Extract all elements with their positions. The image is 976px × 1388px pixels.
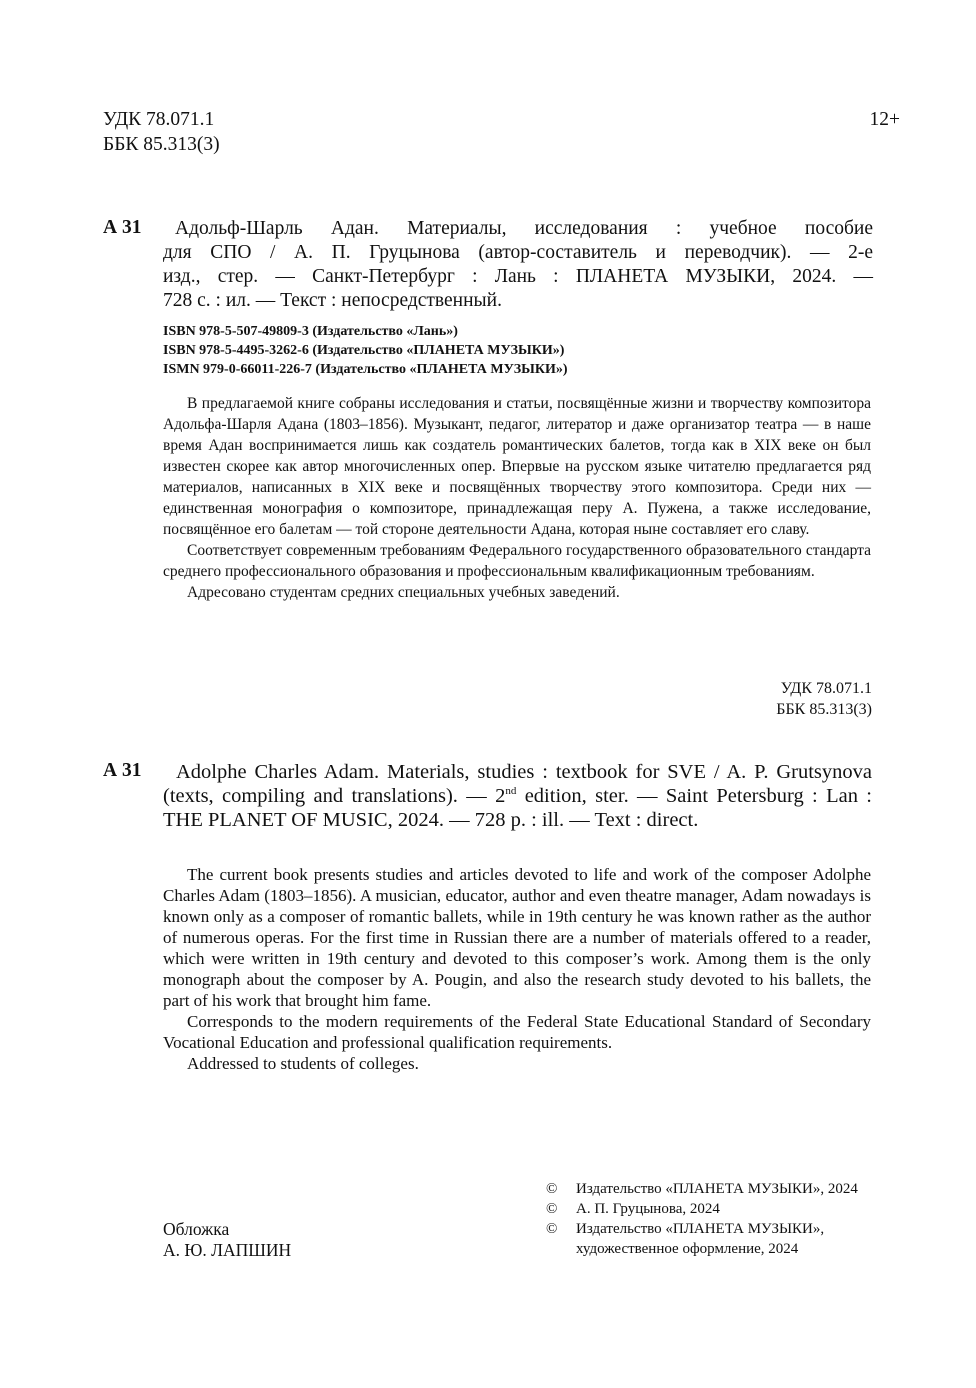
copyright-text: Издательство «ПЛАНЕТА МУЗЫКИ», 2024	[576, 1181, 858, 1197]
en-annotation-paragraph: Corresponds to the modern requirements of the Federal State Educational Standard of Secondary Vocational Education and professional qualification requirements.	[163, 1012, 871, 1052]
ru-udk: УДК 78.071.1	[780, 680, 872, 697]
cover-label: Обложка	[163, 1219, 230, 1239]
header-bbk: ББК 85.313(3)	[103, 134, 220, 155]
ru-citation-line: изд., стер. — Санкт-Петербург : Лань : ПЛАНЕТА МУЗЫКИ, 2024. —	[163, 266, 873, 287]
copyright-icon: ©	[546, 1201, 558, 1217]
en-annotation-paragraph: Addressed to students of colleges.	[187, 1054, 419, 1073]
ru-citation-line: для СПО / А. П. Груцынова (автор-составитель и переводчик). — 2-е	[163, 242, 873, 263]
copyright-icon: ©	[546, 1181, 558, 1197]
copyright-icon: ©	[546, 1221, 558, 1237]
ru-annotation-paragraph: Соответствует современным требованиям Федерального государственного образовательного стандарта среднего профессионального образования и профессиональным квалификационным требованиям.	[163, 542, 871, 580]
isbn-block	[163, 322, 873, 379]
ismn-line: ISMN 979-0-66011-226-7 (Издательство «ПЛАНЕТА МУЗЫКИ»)	[163, 362, 568, 377]
ru-citation-line: 728 с. : ил. — Текст : непосредственный.	[163, 290, 502, 311]
copyright-text: Издательство «ПЛАНЕТА МУЗЫКИ»,	[576, 1221, 825, 1237]
header-udk: УДК 78.071.1	[103, 109, 215, 130]
en-citation-part2: edition, ster. — Saint Petersburg : Lan : THE PLANET OF MUSIC, 2024. — 728 p. : ill. — Text : direct.	[163, 785, 872, 831]
isbn-line: ISBN 978-5-4495-3262-6 (Издательство «ПЛАНЕТА МУЗЫКИ»)	[163, 343, 565, 358]
ru-annotation	[163, 393, 871, 603]
en-annotation-paragraph: The current book presents studies and articles devoted to life and work of the composer Adolphe Charles Adam (1803–1856). A musician, educator, author and even theatre manager, Adam nowadays is known only as a composer of romantic ballets, while in 19th century he was known rather as the author of numerous operas. For the first time in Russian there are a number of materials offered to a reader, which were written in 19th century and devoted to this composer’s work. Among them is the only monograph about the composer by A. Pougin, and also the research study devoted to his ballets, the part of his work that brought him fame.	[163, 865, 871, 1010]
ru-author-code: А 31	[103, 217, 142, 238]
copyright-row	[546, 1219, 886, 1259]
copyright-row	[546, 1179, 886, 1199]
copyright-block	[546, 1179, 886, 1259]
copyright-row	[546, 1199, 886, 1219]
cover-artist: А. Ю. ЛАПШИН	[163, 1240, 292, 1260]
copyright-text: художественное оформление, 2024	[576, 1241, 799, 1257]
en-author-code: А 31	[103, 760, 142, 781]
ru-citation-line: Адольф-Шарль Адан. Материалы, исследования : учебное пособие	[175, 218, 873, 239]
en-annotation	[163, 864, 871, 1074]
ru-citation	[163, 217, 873, 313]
age-rating: 12+	[869, 109, 900, 130]
copyright-text-multi	[576, 1219, 824, 1259]
en-citation-sup: nd	[505, 785, 517, 798]
en-citation	[163, 760, 872, 832]
ru-annotation-paragraph: В предлагаемой книге собраны исследования и статьи, посвящённые жизни и творчеству композитора Адольфа-Шарля Адана (1803–1856). Музыкант, педагог, литератор и даже организатор театра — в наше время Адан воспринимается лишь как создатель романтических балетов, тогда как в XIX веке он был известен скорее как автор многочисленных опер. Впервые на русском языке читателю предлагается ряд материалов, написанных в XIX веке и посвящённых творчеству этого композитора. Среди них — единственная монография о композиторе, принадлежащая перу А. Пужена, а также исследование, посвящённое его балетам — той стороне деятельности Адана, которая ныне составляет его славу.	[163, 395, 871, 538]
en-citation-part1: Adolphe Charles Adam. Materials, studies : textbook for SVE / A. P. Grutsynova (texts, compiling and translations). — 2	[163, 761, 872, 807]
isbn-line: ISBN 978-5-507-49809-3 (Издательство «Лань»)	[163, 324, 458, 339]
cover-credit	[163, 1219, 291, 1261]
ru-classification	[776, 678, 872, 720]
copyright-text: А. П. Груцынова, 2024	[576, 1201, 720, 1217]
ru-annotation-paragraph: Адресовано студентам средних специальных учебных заведений.	[187, 584, 620, 601]
ru-bbk: ББК 85.313(3)	[776, 701, 872, 718]
